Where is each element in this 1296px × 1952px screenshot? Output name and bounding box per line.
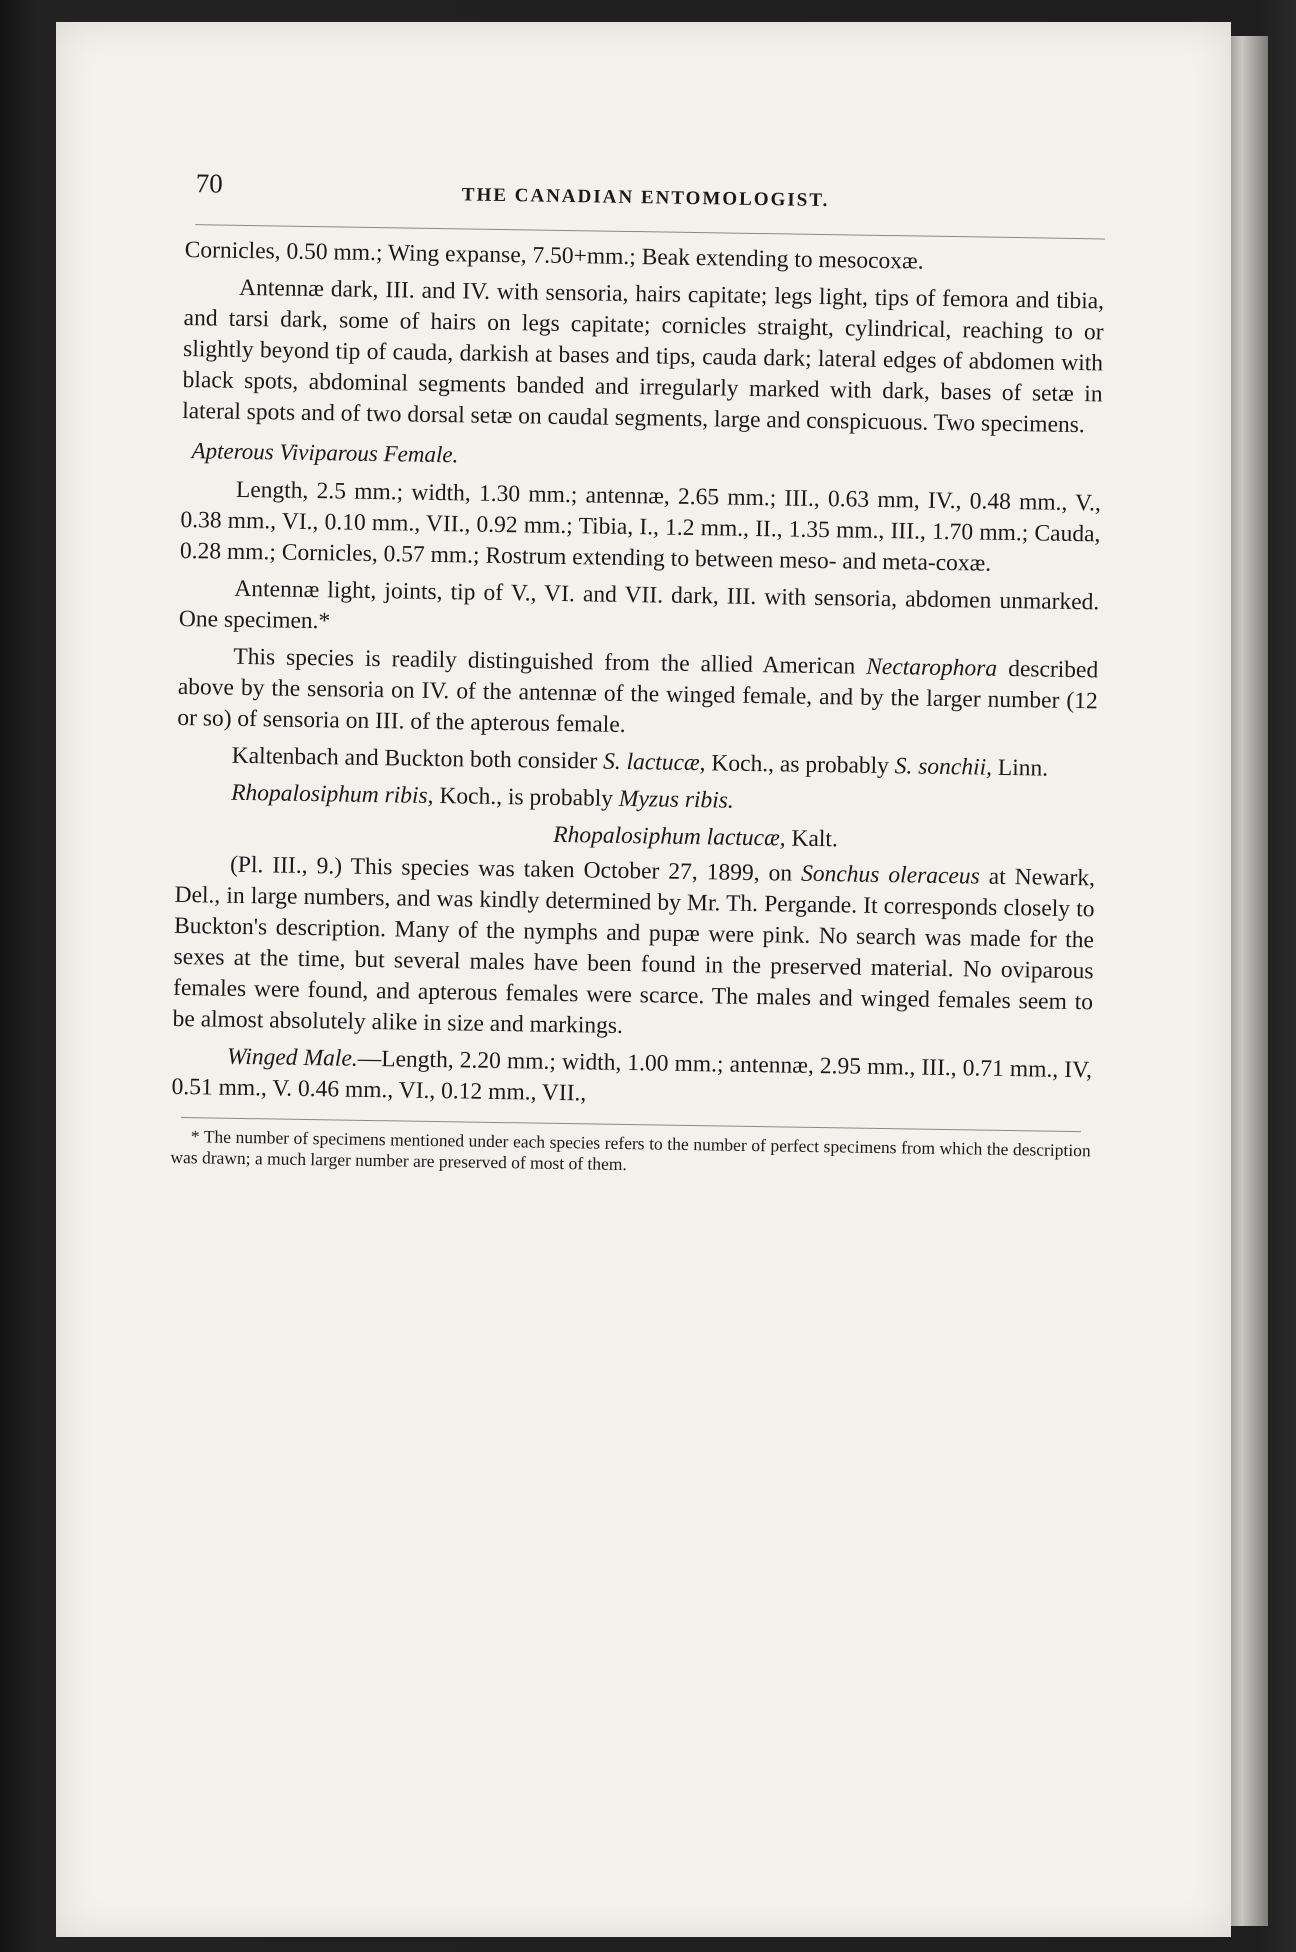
kaltenbach-text-c: Linn. [997, 754, 1049, 782]
paragraph-winged-male [171, 1041, 1092, 1117]
page-number: 70 [195, 168, 223, 199]
kaltenbach-text-b: Koch., as probably [711, 750, 890, 780]
running-title: THE CANADIAN ENTOMOLOGIST. [461, 184, 830, 212]
species-myzus-ribis: Myzus ribis. [618, 785, 735, 814]
heading-apterous-viviparous-female: Apterous Viviparous Female. [191, 438, 459, 468]
paragraph-apterous-description: Antennæ light, joints, tip of V., VI. and VII. dark, III. with sensoria, abdomen unmarked. One specimen.* [178, 575, 1100, 635]
species-rhopalosiphum-ribis: Rhopalosiphum ribis, [230, 779, 434, 809]
paragraph-antennae-description: Antennæ dark, III. and IV. with sensoria, hairs capitate; legs light, tips of femora and tibia, and tarsi dark, some of hairs on legs capitate; cornicles straight, cylindrical, reaching to or slightly beyond tip of cauda, darkish at bases and tips, cauda dark; lateral edges of abdomen with black spots, abdominal segments banded and irregularly marked with dark, bases of setæ in lateral spots and of two dorsal setæ on caudal segments, large and conspicuous. Two specimens. [181, 274, 1105, 439]
species-s-lactucae: S. lactucæ, [602, 748, 706, 777]
collection-text-a: (Pl. III., 9.) This species was taken October 27, 1899, on [229, 851, 793, 887]
ribis-text: Koch., is probably [439, 783, 614, 812]
heading-winged-male: Winged Male. [226, 1043, 358, 1072]
species-s-sonchii: S. sonchii, [894, 753, 993, 781]
section-title-species: Rhopalosiphum lactucæ, [553, 821, 786, 852]
section-title-author: Kalt. [791, 825, 839, 853]
footnote: * The number of specimens mentioned under each species refers to the number of perfect specimens from which the description was drawn; a much larger number are preserved of most of them. [170, 1126, 1091, 1175]
paragraph-cornicles: Cornicles, 0.50 mm.; Wing expanse, 7.50+mm.; Beak extending to mesocoxæ. [184, 236, 924, 275]
winged-male-measurements: —Length, 2.20 mm.; width, 1.00 mm.; antennæ, 2.95 mm., III., 0.71 mm., IV, 0.51 mm., V. 0.46 mm., VI., 0.12 mm., VII., [171, 1045, 1093, 1107]
plant-sonchus-oleraceus: Sonchus oleraceus [800, 860, 980, 890]
paragraph-distinction [177, 641, 1098, 748]
kaltenbach-text-a: Kaltenbach and Buckton both consider [231, 742, 598, 775]
page-content [170, 168, 1106, 1182]
collection-text-b: at Newark, Del., in large numbers, and was kindly determined by Mr. Th. Pergande. It corresponds closely to Buckton's description. Many of the nymphs and pupæ were pink. No search was made for the sexes at the time, but several males have been found in the preserved material. No oviparous females were found, and apterous females were scarce. The males and winged females seem to be almost absolutely alike in size and markings. [172, 863, 1096, 1039]
paragraph-apterous-measurements: Length, 2.5 mm.; width, 1.30 mm.; antennæ, 2.65 mm.; III., 0.63 mm, IV., 0.48 mm., V., 0.38 mm., VI., 0.10 mm., VII., 0.92 mm.; Tibia, I., 1.2 mm., II., 1.35 mm., III., 1.70 mm.; Cauda, 0.28 mm.; Cornicles, 0.57 mm.; Rostrum extending to between meso- and meta-coxæ. [179, 476, 1102, 577]
page-edge-shadow [1228, 36, 1268, 1926]
paragraph-collection-notes [172, 849, 1095, 1049]
distinction-text-b: described above by the sensoria on IV. of the antennæ of the winged female, and by the larger number (12 or so) of sensoria on III. of the apterous female. [177, 655, 1099, 738]
distinction-text-a: This species is readily distinguished from the allied American [233, 643, 856, 680]
genus-nectarophora: Nectarophora [865, 653, 998, 682]
